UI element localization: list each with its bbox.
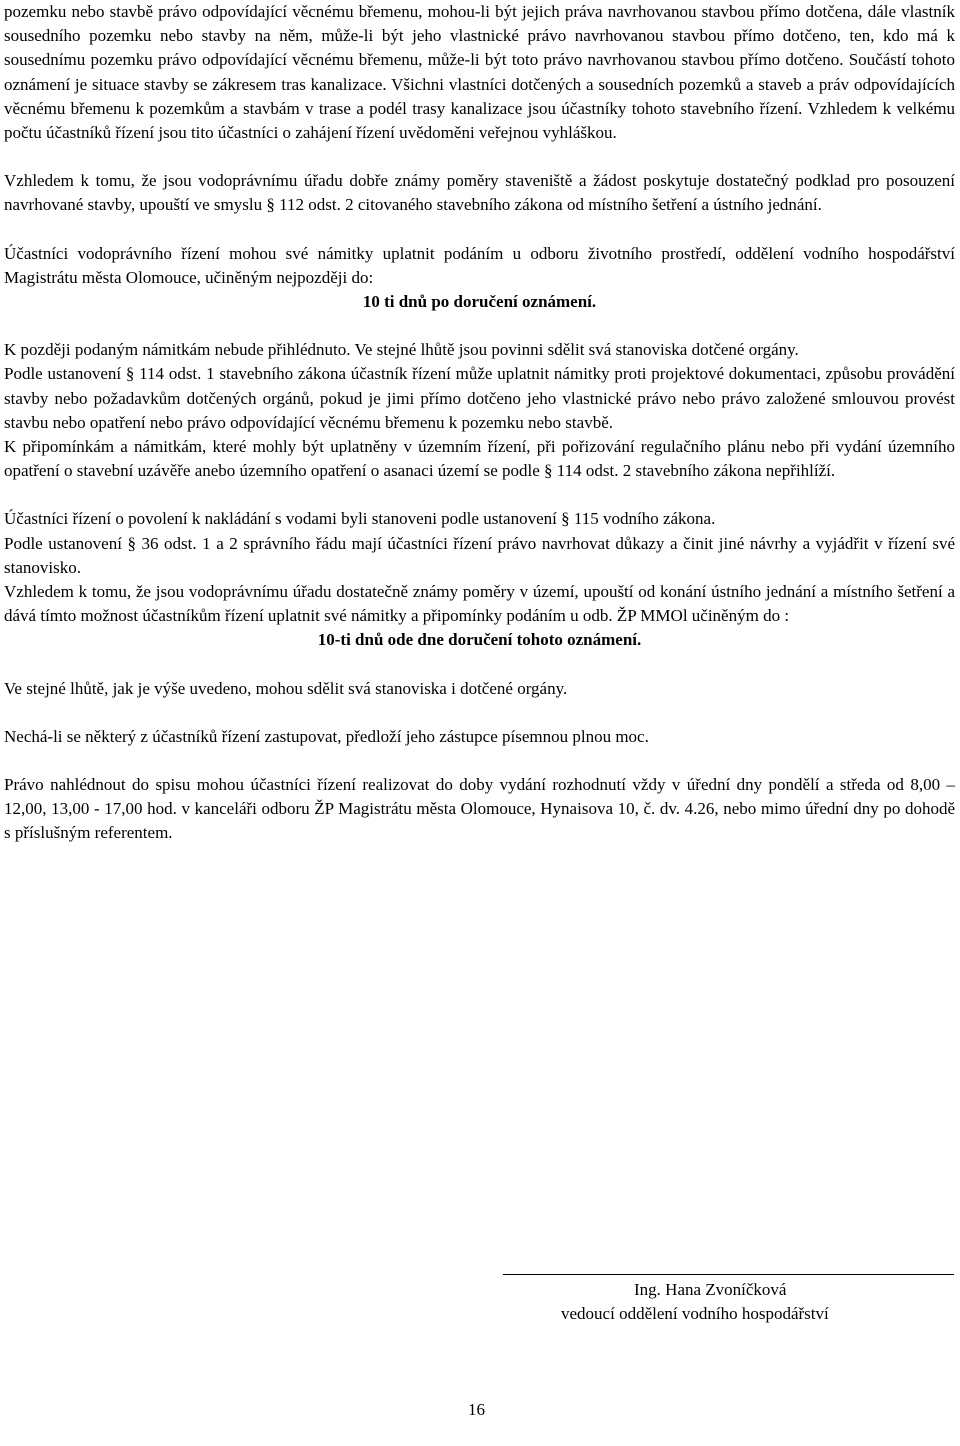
document-body bbox=[4, 0, 955, 846]
paragraph-section-114-1: Podle ustanovení § 114 odst. 1 stavebního zákona účastník řízení může uplatnit námitky proti projektové dokumentaci, způsobu provádění stavby nebo požadavkům dotčených orgánů, pokud je jimi přímo dotčeno jeho vlastnické právo nebo právo založené smlouvou provést stavbu nebo opatření nebo právo odpovídající věcnému břemenu k pozemku nebo stavbě. bbox=[4, 364, 955, 432]
paragraph-file-inspection: Právo nahlédnout do spisu mohou účastníci řízení realizovat do doby vydání rozhodnutí vždy v úřední dny pondělí a středa od 8,00 – 12,00, 13,00 - 17,00 hod. v kanceláři odboru ŽP Magistrátu města Olomouce, Hynaisova 10, č. dv. 4.26, nebo mimo úřední dny po dohodě s příslušným referentem. bbox=[4, 775, 955, 843]
paragraph-section-114-2: K připomínkám a námitkám, které mohly být uplatněny v územním řízení, při pořizování regulačního plánu nebo při vydání územního opatření o stavební uzávěře anebo územního opatření o asanaci území se podle § 114 odst. 2 stavebního zákona nepřihlíží. bbox=[4, 437, 955, 481]
signatory-title: vedoucí oddělení vodního hospodářství bbox=[561, 1304, 829, 1323]
deadline-heading-1: 10 ti dnů po doručení oznámení. bbox=[362, 292, 597, 312]
paragraph-same-deadline: Ve stejné lhůtě, jak je výše uvedeno, mohou sdělit svá stanoviska i dotčené orgány. bbox=[4, 678, 568, 698]
paragraph-waiver-site-inspection: Vzhledem k tomu, že jsou vodoprávnímu úřadu dobře známy poměry staveniště a žádost poskytuje dostatečný podklad pro posouzení navrhované stavby, upouští ve smyslu § 112 odst. 2 citovaného stavebního zákona od místního šetření a ústního jednání. bbox=[4, 171, 955, 215]
signature-line bbox=[503, 1274, 954, 1275]
paragraph-section-115: Účastníci řízení o povolení k nakládání s vodami byli stanoveni podle ustanovení § 115 vodního zákona. bbox=[4, 509, 716, 529]
paragraph-section-36: Podle ustanovení § 36 odst. 1 a 2 správního řádu mají účastníci řízení právo navrhovat důkazy a činit jiné návrhy a vyjádřit v řízení své stanovisko. bbox=[4, 533, 955, 577]
deadline-heading-2: 10-ti dnů ode dne doručení tohoto oznámení. bbox=[317, 630, 642, 650]
page-number: 16 bbox=[468, 1400, 485, 1419]
paragraph-late-objections: K později podaným námitkám nebude přihlédnuto. Ve stejné lhůtě jsou povinni sdělit svá stanoviska dotčené orgány. bbox=[4, 340, 799, 360]
paragraph-participants-notice: pozemku nebo stavbě právo odpovídající věcnému břemenu, mohou-li být jejich práva navrhovanou stavbou přímo dotčena, dále vlastník sousedního pozemku nebo stavby na něm, může-li být jeho vlastnické právo navrhovanou stavbou přímo dotčeno, ten, kdo má k sousednímu pozemku právo odpovídající věcnému břemenu, může-li být toto právo navrhovanou stavbou přímo dotčeno. Součástí tohoto oznámení je situace stavby se zákresem tras kanalizace. Všichni vlastníci dotčených a sousedních pozemků a staveb a práv odpovídajících věcnému břemenu k pozemkům a stavbám v trase a podél trasy kanalizace jsou účastníky tohoto stavebního řízení. Vzhledem k velkému počtu účastníků řízení jsou tito účastníci o zahájení řízení uvědoměni veřejnou vyhláškou. bbox=[4, 2, 955, 143]
paragraph-waiver-oral-hearing: Vzhledem k tomu, že jsou vodoprávnímu úřadu dostatečně známy poměry v území, upouští od konání ústního jednání a místního šetření a dává tímto možnost účastníkům řízení uplatnit své námitky a připomínky podáním u odb. ŽP MMOl učiněným do : bbox=[4, 582, 955, 626]
signatory-name: Ing. Hana Zvoníčková bbox=[634, 1280, 787, 1299]
paragraph-representation: Nechá-li se některý z účastníků řízení zastupovat, předloží jeho zástupce písemnou plnou moc. bbox=[4, 726, 649, 746]
paragraph-objections-filing: Účastníci vodoprávního řízení mohou své námitky uplatnit podáním u odboru životního prostředí, oddělení vodního hospodářství Magistrátu města Olomouce, učiněným nejpozději do: bbox=[4, 243, 955, 287]
